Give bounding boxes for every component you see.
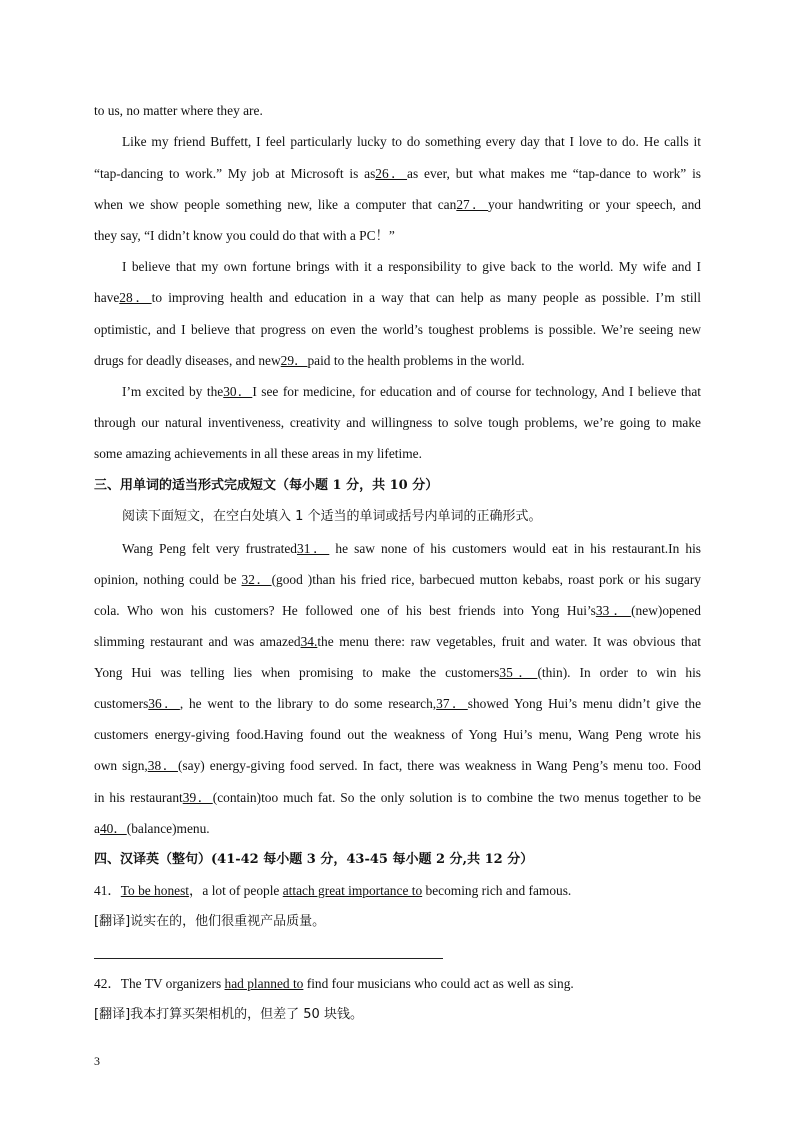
question-42 (94, 975, 701, 993)
text: through our natural inventiveness, creativity and willingness to solve tough problems, we’re going to make (94, 415, 701, 430)
text: I see for medicine, for education and of course for technology, And I believe that (252, 384, 702, 399)
text: in his restaurant (94, 790, 183, 805)
text: (say) energy-giving food served. In fact, there was weakness in Wang Peng’s menu too. Food (177, 758, 701, 773)
text: customers energy-giving food.Having found out the weakness of Yong Hui’s menu, Wang Peng wrote his (94, 727, 701, 742)
text: drugs for deadly diseases, and new (94, 353, 281, 368)
underlined-phrase: attach great importance to (282, 883, 423, 898)
text: he saw none of his customers would eat in his restaurant.In his (329, 541, 702, 556)
text: (contain)too much fat. So the only solution is to combine the two menus together to be (212, 790, 701, 805)
blank-30[interactable]: 30． (223, 384, 253, 399)
text: some amazing achievements in all these areas in my lifetime. (94, 446, 422, 461)
blank-28[interactable]: 28． (119, 290, 152, 305)
text-line (94, 820, 701, 838)
text-line (94, 664, 701, 682)
text: Like my friend Buffett, I feel particularly lucky to do something every day that I love to do. He calls it (122, 134, 701, 149)
text-line (94, 227, 701, 245)
blank-40[interactable]: 40． (99, 821, 127, 836)
blank-29[interactable]: 29． (280, 353, 308, 368)
text: “tap-dancing to work.” My job at Microsoft is as (94, 166, 376, 181)
instruction: 阅读下面短文，在空白处填入 1 个适当的单词或括号内单词的正确形式。 (122, 509, 542, 524)
section-heading: 四、汉译英（整句）(41-42 每小题 3 分，43-45 每小题 2 分,共 12 分） (94, 852, 534, 867)
text-line (94, 196, 701, 214)
text-line (94, 571, 701, 589)
text: Yong Hui was telling lies when promising to make the customers (94, 665, 500, 680)
text-line (94, 789, 701, 807)
text-line (94, 165, 701, 183)
underlined-phrase: To be honest (120, 883, 190, 898)
text-line (94, 726, 701, 744)
translation-prompt-41: [翻译]说实在的，他们很重视产品质量。 (94, 914, 326, 929)
text: own sign, (94, 758, 148, 773)
text-line (94, 321, 701, 339)
text-line (94, 633, 701, 651)
blank-33[interactable]: 33． (595, 603, 632, 618)
blank-26[interactable]: 26． (375, 166, 408, 181)
blank-39[interactable]: 39． (182, 790, 213, 805)
text-line (122, 258, 701, 276)
blank-36[interactable]: 36． (148, 696, 180, 711)
text-line (94, 602, 701, 620)
text-line (122, 383, 701, 401)
text: to improving health and education in a way that can help as many people as possible. I’m still (151, 290, 702, 305)
text: becoming rich and famous. (422, 883, 572, 898)
blank-37[interactable]: 37． (436, 696, 468, 711)
text: Wang Peng felt very frustrated (122, 541, 297, 556)
text: a (94, 821, 100, 836)
text: (new)opened (631, 603, 701, 618)
translation-prompt-42: [翻译]我本打算买架相机的，但差了 50 块钱。 (94, 1007, 363, 1022)
blank-35[interactable]: 35． (499, 665, 538, 680)
blank-32[interactable]: 32． (241, 572, 272, 587)
text: opinion, nothing could be (94, 572, 242, 587)
text: they say, “I didn’t know you could do that with a PC！” (94, 228, 395, 243)
text-line (94, 445, 701, 463)
blank-38[interactable]: 38． (147, 758, 178, 773)
text: your handwriting or your speech, and (487, 197, 702, 212)
blank-31[interactable]: 31． (297, 541, 330, 556)
section-heading: 三、用单词的适当形式完成短文（每小题 1 分，共 10 分） (94, 478, 439, 493)
page-number: 3 (94, 1054, 100, 1068)
text-line (94, 289, 701, 307)
text-line (94, 414, 701, 432)
text-line (122, 133, 701, 151)
text: I’m excited by the (122, 384, 224, 399)
text: paid to the health problems in the world. (307, 353, 525, 368)
text: (good )than his fried rice, barbecued mutton kebabs, roast pork or his sugary (271, 572, 702, 587)
text: when we show people something new, like a computer that can (94, 197, 457, 212)
text: slimming restaurant and was amazed (94, 634, 301, 649)
text-line (94, 102, 701, 120)
text: (thin). In order to win his (537, 665, 701, 680)
text: showed Yong Hui’s menu didn’t give the (467, 696, 702, 711)
text: cola. Who won his customers? He followed one of his best friends into Yong Hui’s (94, 603, 596, 618)
text-line (122, 540, 701, 558)
answer-line-41[interactable] (94, 958, 443, 959)
text: I believe that my own fortune brings with it a responsibility to give back to the world. My wife and I (122, 259, 701, 274)
text: , he went to the library to do some research, (179, 696, 437, 711)
text-line (94, 695, 701, 713)
text: The TV organizers (120, 976, 225, 991)
text: optimistic, and I believe that progress on even the world’s toughest problems is possible. We’re seeing new (94, 322, 701, 337)
text: ，a lot of people (189, 883, 283, 898)
blank-27[interactable]: 27． (456, 197, 488, 212)
text-line (94, 352, 701, 370)
text-line (94, 757, 701, 775)
blank-34[interactable]: 34. (300, 634, 318, 649)
question-number: 41． (94, 883, 121, 898)
question-number: 42． (94, 976, 121, 991)
text: to us, no matter where they are. (94, 103, 263, 118)
text: customers (94, 696, 149, 711)
text: have (94, 290, 120, 305)
text: the menu there: raw vegetables, fruit and water. It was obvious that (317, 634, 701, 649)
text: (balance)menu. (126, 821, 210, 836)
text: find four musicians who could act as well as sing. (303, 976, 574, 991)
text: as ever, but what makes me “tap-dance to work” is (407, 166, 701, 181)
question-41 (94, 882, 701, 900)
underlined-phrase: had planned to (224, 976, 304, 991)
